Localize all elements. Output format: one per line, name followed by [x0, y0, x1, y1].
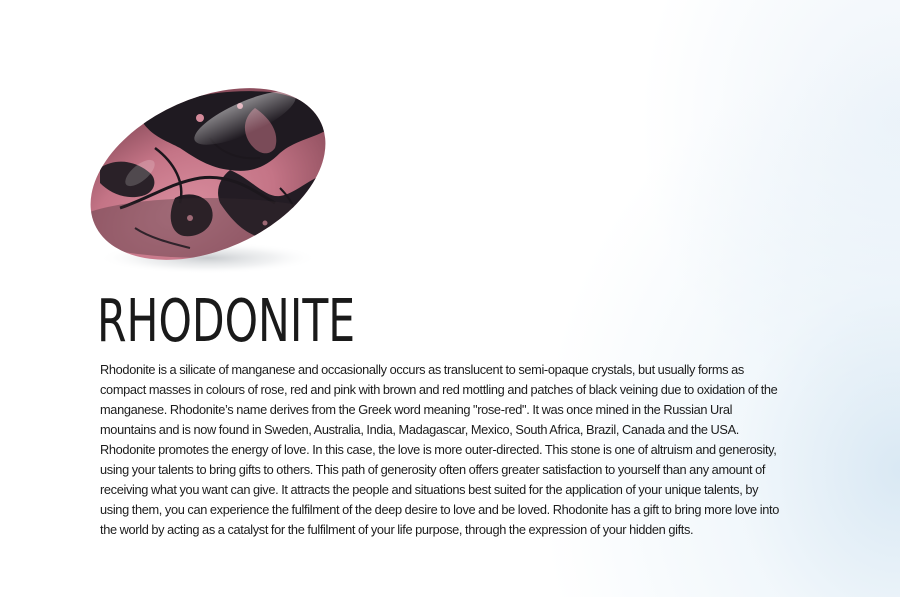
description-paragraph: Rhodonite is a silicate of manganese and occasionally occurs as translucent to semi-opaque crystals, but usually forms as compact masses in colours of rose, red and pink with brown and red mottling and patches of black veining due to oxidation of the manganese. Rhodonite’s name derives from the Greek word meaning "rose-red". It was once mined in the Russian Ural mountains and is now found in Sweden, Australia, India, Madagascar, Mexico, South Africa, Brazil, Canada and the USA. Rhodonite promotes the energy of love. In this case, the love is more outer-directed. This stone is one of altruism and generosity, using your talents to bring gifts to others. This path of generosity often offers greater satisfaction to yourself than any amount of receiving what you want can give. It attracts the people and situations best suited for the application of your unique talents, by using them, you can experience the fulfilment of the deep desire to love and be loved. Rhodonite has a gift to bring more love into the world by acting as a catalyst for the fulfilment of your life purpose, through the expression of your hidden gifts. [100, 362, 779, 537]
page-title: RHODONITE [97, 286, 356, 355]
rhodonite-stone-image [80, 78, 340, 288]
